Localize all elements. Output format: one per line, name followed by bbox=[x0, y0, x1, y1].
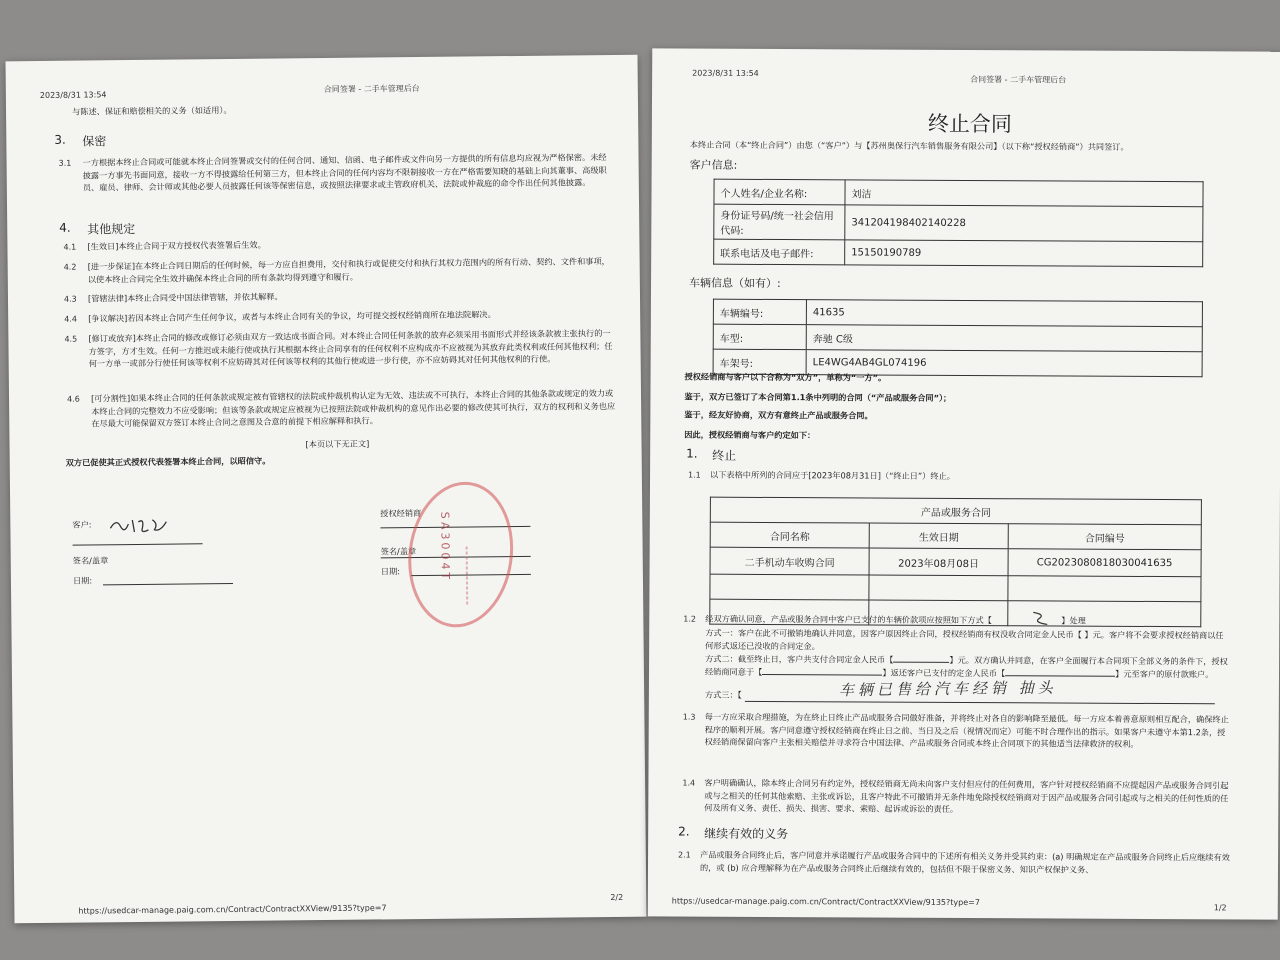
option-two-part: 】元至客户的原付款账户。 bbox=[1115, 668, 1214, 679]
table-row bbox=[710, 547, 1201, 577]
table-cell bbox=[1008, 576, 1201, 602]
table-row bbox=[710, 497, 1201, 525]
page-number: 1/2 bbox=[1213, 903, 1227, 913]
document-title: 终止合同 bbox=[927, 111, 1012, 137]
seal-code: SA3004T bbox=[438, 511, 452, 583]
table-value: LE4WG4AB4GL074196 bbox=[806, 350, 1202, 377]
clause-number: 2.1 bbox=[678, 850, 691, 860]
clause-1-2-b: 】处理 bbox=[1061, 615, 1086, 626]
continued-line: 与陈述、保证和赔偿相关的义务（如适用）。 bbox=[71, 104, 232, 117]
page-url: https://usedcar-manage.paig.com.cn/Contract/ContractXXView/9135?type=7 bbox=[78, 903, 387, 916]
timestamp: 2023/8/31 13:54 bbox=[692, 68, 759, 78]
option-two bbox=[705, 653, 1231, 681]
section-number: 1. bbox=[686, 446, 698, 461]
customer-info-label: 客户信息: bbox=[689, 158, 738, 172]
option-two-part: 方式二：截至终止日，客户共支付合同定金人民币【 bbox=[705, 653, 894, 665]
section-number: 4. bbox=[59, 220, 71, 235]
section-title: 其他规定 bbox=[87, 221, 136, 237]
table-key: 身份证号码/统一社会信用代码: bbox=[714, 204, 845, 240]
clause-number: 3.1 bbox=[58, 158, 72, 168]
table-cell bbox=[869, 575, 1008, 601]
table-key: 个人姓名/企业名称: bbox=[714, 179, 845, 205]
option-one: 方式一：客户在此不可撤销地确认并同意，因客户原因终止合同，授权经销商有权没收合同定金人民币【 】元。客户将不会要求授权经销商以任何形式返还已没收的合同定金。 bbox=[705, 627, 1224, 651]
section-number: 3. bbox=[54, 132, 66, 147]
clause-number: 4.5 bbox=[64, 334, 78, 344]
column-header: 生效日期 bbox=[869, 523, 1008, 549]
table-row bbox=[714, 239, 1203, 267]
column-header: 合同编号 bbox=[1008, 524, 1201, 550]
blank-field bbox=[762, 673, 882, 675]
clause-1-4: 客户明确确认，除本终止合同另有约定外，授权经销商无尚未向客户支付但应付的任何费用，客户针对授权经销商不应提起因产品或服务合同引起或与之相关的任何其他索赔、主张或诉讼，且客户特此不可撤销并无条件地免除授权经销商对于因产品或服务合同引起或与之相关的任何性质的任何及所有义务、责任、损失、损害、要求、索赔、起诉或诉讼的责任。 bbox=[704, 777, 1229, 814]
page-2 bbox=[6, 55, 647, 924]
table-cell bbox=[710, 574, 869, 600]
page-header: 合同签署 - 二手车管理后台 bbox=[323, 83, 420, 95]
table-key: 车型: bbox=[713, 324, 806, 349]
clause-4-2: [进一步保证]在本终止合同日期后的任何时候，每一方应自担费用，交付和执行或促使交付和执行其权力范围内的所有行动、契约、文件和事项，以使本终止合同完全生效并确保本终止合同的所有条款均得到遵守和履行。 bbox=[87, 256, 610, 284]
vehicle-info-label: 车辆信息（如有）: bbox=[689, 276, 781, 291]
handwritten-option-three: 车辆已售给汽车经销 抽头 bbox=[838, 678, 1057, 700]
customer-label: 客户: bbox=[72, 519, 92, 530]
table-title: 产品或服务合同 bbox=[710, 497, 1201, 525]
whereas-1: 鉴于，双方已签订了本合同第1.1条中列明的合同（“产品或服务合同”）； bbox=[684, 391, 952, 403]
clause-number: 1.2 bbox=[683, 614, 697, 624]
signature-line bbox=[73, 543, 203, 545]
whereas-2: 鉴于，经友好协商，双方有意终止产品或服务合同。 bbox=[684, 409, 873, 421]
intro-paragraph: 本终止合同（本“终止合同”）由您（“客户”）与【苏州奥保行汽车销售服务有限公司】（以下称“授权经销商”）共同签订。 bbox=[689, 139, 1129, 152]
vehicle-info-table bbox=[713, 299, 1203, 378]
clause-4-1: [生效日]本终止合同于双方授权代表签署后生效。 bbox=[87, 239, 266, 252]
clause-number: 4.2 bbox=[63, 262, 77, 272]
table-value: 341204198402140228 bbox=[845, 205, 1203, 242]
table-value: 41635 bbox=[806, 300, 1202, 327]
clause-4-3: [管辖法律]本终止合同受中国法律管辖，并依其解释。 bbox=[87, 291, 283, 304]
table-value: 奔驰 C级 bbox=[806, 325, 1202, 352]
clause-4-5: [修订或放弃]本终止合同的修改或修订必须由双方一致达成书面合同。对本终止合同任何条款的放弃必须采用书面形式并经该条款被主张执行的一方签字，方才生效。任何一方推迟或未能行使或执行其根据本终止合同享有的任何权利不应构成亦不应被视为其放弃此类权利或任何其他权利；任何一方单一或部分行使任何该等权利不应妨碍其对任何该等权利的其他行使或进一步行使，亦不应妨碍其对任何其他权利的行使。 bbox=[88, 328, 613, 369]
page-number: 2/2 bbox=[610, 892, 624, 903]
dealer-date-label: 日期: bbox=[380, 566, 401, 577]
clause-number: 4.3 bbox=[63, 294, 77, 304]
dealer-label: 授权经销商 bbox=[380, 508, 422, 519]
table-cell: 2023年08月08日 bbox=[869, 548, 1008, 576]
table-row bbox=[713, 299, 1202, 327]
customer-signature bbox=[106, 514, 176, 541]
table-key: 车辆编号: bbox=[713, 299, 806, 324]
table-header-row bbox=[710, 522, 1201, 550]
option-two-part: 】元。双方确认并同意，在客户全面履行本合同项下全部义务的条件下，授权经销商同意于【 bbox=[704, 654, 1228, 677]
dealer-sign-label: 签名/盖章 bbox=[380, 546, 417, 557]
page-url: https://usedcar-manage.paig.com.cn/Contract/ContractXXView/9135?type=7 bbox=[671, 896, 980, 908]
option-two-part: 】返还客户已支付的定金人民币【 bbox=[882, 667, 1006, 678]
page-header: 合同签署 - 二手车管理后台 bbox=[970, 75, 1067, 85]
clause-number: 4.4 bbox=[64, 314, 77, 324]
clause-number: 1.3 bbox=[682, 712, 696, 722]
table-cell: CG2023080818030041635 bbox=[1008, 549, 1201, 577]
seal-ring-icon bbox=[463, 546, 472, 606]
column-header: 合同名称 bbox=[710, 522, 869, 548]
section-title: 继续有效的义务 bbox=[704, 826, 789, 842]
parties-paragraph: 授权经销商与客户以下合称为“双方”，单称为“一方”。 bbox=[684, 371, 887, 383]
section-number: 2. bbox=[678, 824, 690, 839]
table-key: 联系电话及电子邮件: bbox=[714, 239, 845, 265]
clause-1-3: 每一方应采取合理措施，为在終止日终止产品或服务合同做好准备，并将终止对各自的影响降至最低。每一方应本着善意原则相互配合，确保终止程序的顺利开展。客户同意遵守授权经销商在终止日之前、当日及之后（视情况而定）可能不时合理作出的指示。如果客户未遵守本第1.2条，授权经销商保留向客户主张相关赔偿并寻求符合中国法律、产品或服务合同或本终止合同项下的其他适当法律救济的权利。 bbox=[704, 711, 1229, 749]
table-key: 车架号: bbox=[713, 349, 806, 374]
section-title: 终止 bbox=[712, 448, 737, 463]
table-row bbox=[713, 324, 1202, 352]
customer-date-label: 日期: bbox=[72, 575, 93, 586]
clause-number: 1.4 bbox=[682, 778, 696, 788]
clause-number: 1.1 bbox=[688, 470, 701, 480]
clause-1-2-a: 经双方确认同意，产品或服务合同中客户已支付的车辆价款项应按照如下方式【 bbox=[705, 613, 992, 626]
table-row bbox=[714, 204, 1203, 242]
table-cell: 二手机动车收购合同 bbox=[710, 547, 869, 575]
customer-sign-label: 签名/盖章 bbox=[72, 555, 109, 566]
product-contract-table bbox=[709, 497, 1202, 628]
table-row bbox=[714, 179, 1203, 207]
no-text-marker: [本页以下无正文] bbox=[305, 438, 370, 450]
page-1 bbox=[648, 48, 1280, 919]
customer-info-table bbox=[713, 179, 1203, 268]
date-line bbox=[103, 583, 233, 585]
timestamp: 2023/8/31 13:54 bbox=[39, 90, 107, 100]
clause-2-1: 产品或服务合同终止后，客户同意并承诺履行产品或服务合同中的下述所有相关义务并受其约束：(a) 明确规定在产品或服务合同终止后应继续有效的，或 (b) 应合理解释为在产品或服务合同终止后继续有效的，包括但不限于保密义务、知识产权保护义务、 bbox=[699, 849, 1230, 875]
handwritten-mark-icon bbox=[1027, 610, 1057, 626]
section-title: 保密 bbox=[82, 134, 107, 149]
clause-1-1: 以下表格中所列的合同应于[2023年08月31日]（“终止日”）终止。 bbox=[710, 469, 955, 481]
option-three: 方式三：【 bbox=[704, 689, 742, 700]
table-value: 刘洁 bbox=[845, 180, 1203, 207]
table-row bbox=[710, 574, 1201, 602]
witness-clause: 双方已促使其正式授权代表签署本终止合同，以昭信守。 bbox=[65, 455, 271, 468]
blank-field bbox=[893, 662, 949, 663]
therefore-paragraph: 因此，授权经销商与客户约定如下： bbox=[684, 429, 816, 441]
handwritten-signature-icon bbox=[106, 514, 176, 537]
clause-number: 4.6 bbox=[66, 394, 80, 404]
option-three-line bbox=[745, 701, 1215, 704]
table-value: 15150190789 bbox=[845, 240, 1203, 267]
blank-line bbox=[745, 701, 1215, 704]
clause-3-1: 一方根据本终止合同或可能就本终止合同签署或交付的任何合同、通知、信函、电子邮件或文件向另一方提供的所有信息均应视为严格保密。未经披露一方事先书面同意，接收一方不得披露给任何第三方，但本终止合同的任何内容均不限制接收一方在严格需要知晓的基础上向其董事、高级职员、雇员、律师、会计师或其他必要人员披露任何该等保密信息，或按照法律要求或主管政府机关、法院或仲裁庭的命令作出任何其他披露。 bbox=[82, 152, 607, 193]
company-seal bbox=[400, 476, 522, 634]
clause-4-4: [争议解决]若因本终止合同产生任何争议，或者与本终止合同有关的争议，均可提交授权经销商所在地法院解决。 bbox=[88, 309, 496, 324]
clause-number: 4.1 bbox=[63, 242, 77, 252]
clause-4-6: [可分割性]如果本终止合同的任何条款或规定被有管辖权的法院或仲裁机构认定为无效、违法或不可执行，本终止合同的其他条款或规定的效力或本终止合同的完整效力不应受影响；但该等条款或规定应被视为已按照法院或仲裁机构的意见作出必要的修改使其可执行，双方的权利和义务也应在尽最大可能保留双方签订本终止合同之意图及合意的前提下相应解释和执行。 bbox=[90, 387, 616, 429]
